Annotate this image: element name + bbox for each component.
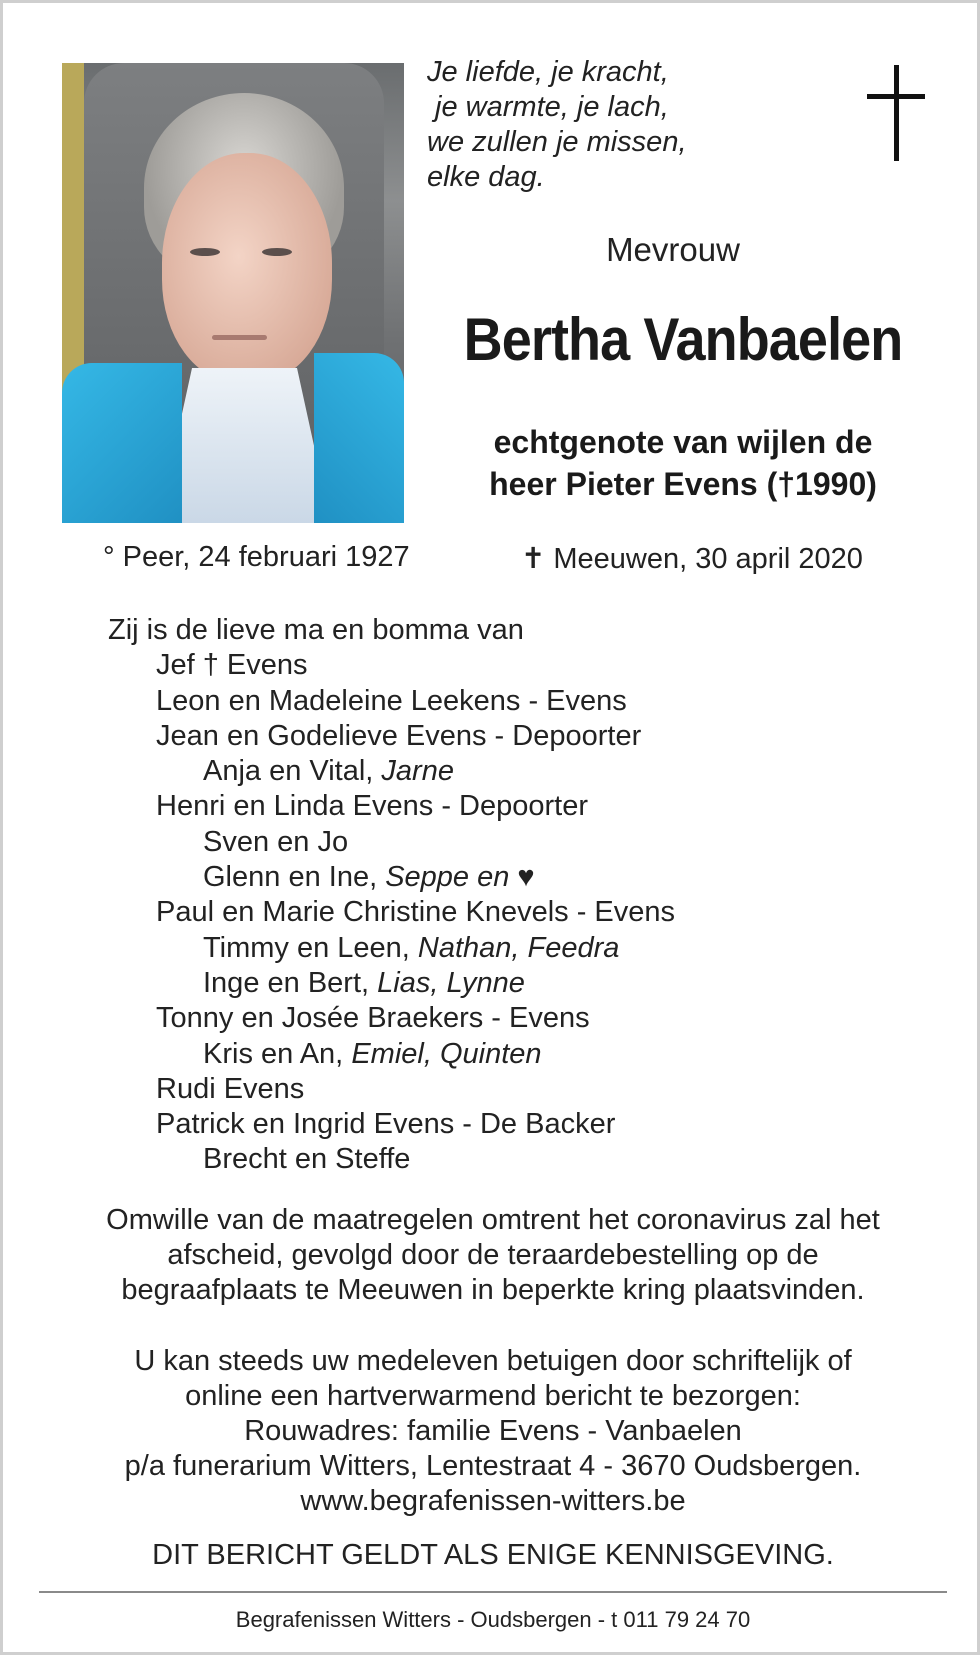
- family-member: [108, 754, 675, 789]
- family-member-text: Glenn en Ine,: [203, 861, 386, 894]
- website-link[interactable]: www.begrafenissen-witters.be: [300, 1485, 686, 1517]
- condolence-paragraph: [43, 1344, 943, 1519]
- poem: [427, 55, 687, 195]
- family-member-children: Jarne: [381, 755, 454, 788]
- deceased-name: Bertha Vanbaelen: [463, 306, 903, 373]
- portrait-photo: [62, 63, 404, 523]
- poem-line: Je liefde, je kracht,: [427, 56, 669, 88]
- family-member-text: Brecht en Steffe: [203, 1143, 411, 1176]
- family-member-text: Timmy en Leen,: [203, 931, 418, 964]
- family-member-text: Paul en Marie Christine Knevels - Evens: [156, 896, 676, 929]
- farewell-line: afscheid, gevolgd door de teraardebestelling op de: [167, 1239, 819, 1271]
- family-member-text: Inge en Bert,: [203, 966, 378, 999]
- family-member: [108, 684, 675, 719]
- family-member-children: Seppe en ♥: [385, 861, 535, 894]
- spouse-info: [433, 421, 933, 505]
- divider: [39, 1591, 947, 1593]
- family-member: [108, 1142, 675, 1177]
- family-member: [108, 789, 675, 824]
- death-info: ✝ Meeuwen, 30 april 2020: [521, 543, 863, 575]
- farewell-line: Omwille van de maatregelen omtrent het coronavirus zal het: [106, 1204, 880, 1236]
- family-member: [108, 719, 675, 754]
- family-member-text: Jean en Godelieve Evens - Depoorter: [156, 719, 642, 752]
- family-member-text: Tonny en Josée Braekers - Evens: [156, 1002, 590, 1035]
- condolence-line: Rouwadres: familie Evens - Vanbaelen: [244, 1415, 742, 1447]
- family-intro: Zij is de lieve ma en bomma van: [108, 614, 524, 646]
- family-member-text: Patrick en Ingrid Evens - De Backer: [156, 1108, 616, 1141]
- family-member-text: Leon en Madeleine Leekens - Evens: [156, 684, 627, 717]
- family-member-children: Lias, Lynne: [377, 966, 525, 999]
- farewell-line: begraafplaats te Meeuwen in beperkte kring plaatsvinden.: [121, 1274, 865, 1306]
- family-member-children: Emiel, Quinten: [351, 1037, 542, 1070]
- family-member: [108, 1107, 675, 1142]
- condolence-line: U kan steeds uw medeleven betuigen door schriftelijk of: [134, 1345, 852, 1377]
- spouse-line: echtgenote van wijlen de: [493, 424, 873, 460]
- family-member: [108, 966, 675, 1001]
- family-member: [108, 895, 675, 930]
- condolence-line: p/a funerarium Witters, Lentestraat 4 - 3670 Oudsbergen.: [124, 1450, 862, 1482]
- footer: Begrafenissen Witters - Oudsbergen - t 011 79 24 70: [235, 1607, 751, 1632]
- family-member-text: Rudi Evens: [156, 1072, 305, 1105]
- condolence-line: online een hartverwarmend bericht te bezorgen:: [185, 1380, 801, 1412]
- cross-icon: [867, 65, 925, 161]
- farewell-paragraph: [43, 1203, 943, 1308]
- family-member-text: Jef † Evens: [156, 649, 308, 682]
- family-member-text: Kris en An,: [203, 1037, 352, 1070]
- family-member-text: Anja en Vital,: [203, 755, 382, 788]
- spouse-line: heer Pieter Evens (†1990): [489, 466, 877, 502]
- family-member: [108, 1001, 675, 1036]
- family-member-children: Nathan, Feedra: [417, 931, 620, 964]
- family-member: [108, 648, 675, 683]
- poem-line: je warmte, je lach,: [427, 91, 669, 123]
- family-member: [108, 931, 675, 966]
- family-member: [108, 1037, 675, 1072]
- family-member: [108, 825, 675, 860]
- poem-line: elke dag.: [427, 161, 545, 193]
- poem-line: we zullen je missen,: [427, 126, 687, 158]
- notice: DIT BERICHT GELDT ALS ENIGE KENNISGEVING.: [152, 1539, 834, 1571]
- family-member-text: Henri en Linda Evens - Depoorter: [156, 790, 589, 823]
- salutation: Mevrouw: [606, 231, 740, 268]
- family-member: [108, 1072, 675, 1107]
- family-member: [108, 860, 675, 895]
- birth-info: ° Peer, 24 februari 1927: [103, 541, 410, 573]
- family-list: [108, 613, 675, 1178]
- family-member-text: Sven en Jo: [203, 825, 349, 858]
